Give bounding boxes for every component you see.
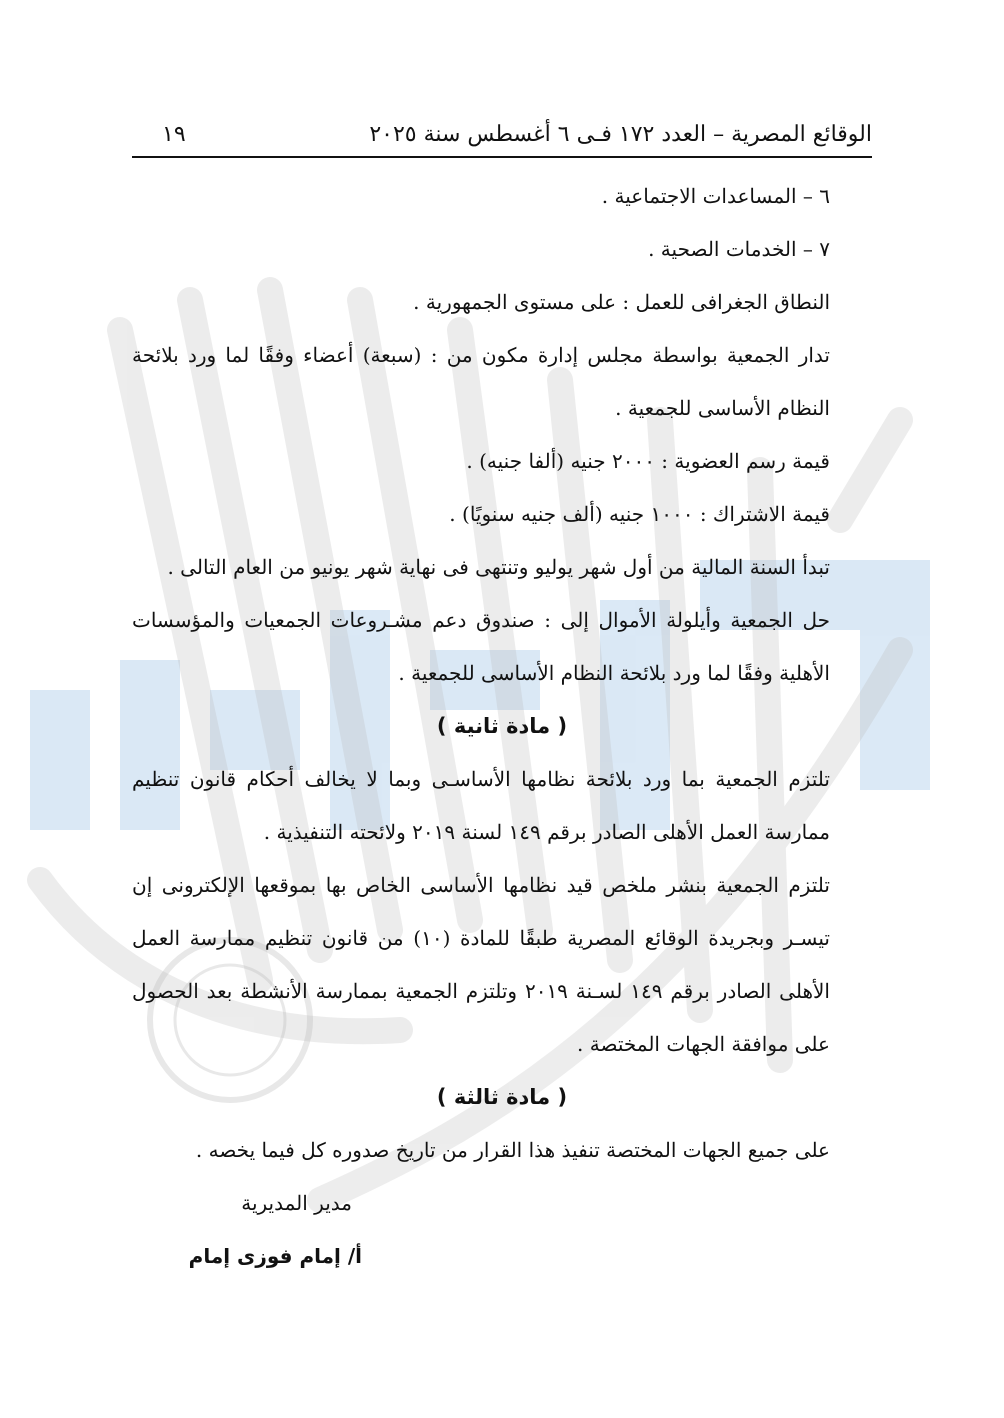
dissolution-paragraph: حل الجمعية وأيلولة الأموال إلى : صندوق دعم مشـروعات الجمعيات والمؤسسات الأهلية وفقًا لما ورد بلائحة النظام الأساسى للجمعية .: [132, 608, 830, 685]
page-header: [132, 112, 872, 158]
list-item-6: ٦ – المساعدات الاجتماعية .: [601, 184, 830, 208]
article-2-paragraph-1: تلتزم الجمعية بما ورد بلائحة نظامها الأساسـى وبما لا يخالف أحكام قانون تنظيم ممارسة العمل الأهلى الصادر برقم ١٤٩ لسنة ٢٠١٩ ولائحته التنفيذية .: [132, 767, 830, 844]
fiscal-year: تبدأ السنة المالية من أول شهر يوليو وتنتهى فى نهاية شهر يونيو من العام التالى .: [167, 555, 830, 579]
signature-title: مدير المديرية: [241, 1191, 352, 1215]
subscription-fee: قيمة الاشتراك : ١٠٠٠ جنيه (ألف جنيه سنويًا) .: [449, 502, 830, 526]
article-2-heading: ( مادة ثانية ): [436, 714, 568, 738]
article-2-paragraph-2: تلتزم الجمعية بنشر ملخص قيد نظامها الأساسى الخاص بها بموقعها الإلكترونى إن تيسـر وبجريدة الوقائع المصرية طبقًا للمادة (١٠) من قانون تنظيم ممارسة العمل الأهلى الصادر برقم ١٤٩ لسـنة ٢٠١٩ وتلتزم الجمعية بممارسة الأنشطة بعد الحصول على موافقة الجهات المختصة .: [132, 873, 830, 1056]
article-3-heading: ( مادة ثالثة ): [436, 1085, 568, 1109]
page-number: ١٩: [162, 121, 186, 147]
membership-fee: قيمة رسم العضوية : ٢٠٠٠ جنيه (ألفا جنيه) .: [466, 449, 830, 473]
list-item-7: ٧ – الخدمات الصحية .: [648, 237, 830, 261]
geographic-scope: النطاق الجغرافى للعمل : على مستوى الجمهورية .: [413, 290, 830, 314]
header-title: الوقائع المصرية – العدد ١٧٢ فـى ٦ أغسطس سنة ٢٠٢٥: [369, 121, 872, 147]
article-3-paragraph: على جميع الجهات المختصة تنفيذ هذا القرار من تاريخ صدوره كل فيما يخصه .: [195, 1138, 830, 1162]
management-paragraph: تدار الجمعية بواسطة مجلس إدارة مكون من : (سبعة) أعضاء وفقًا لما ورد بلائحة النظام الأساسى للجمعية .: [132, 343, 830, 420]
signature-name: أ/ إمام فوزى إمام: [188, 1244, 362, 1268]
document-body: [132, 170, 872, 1283]
